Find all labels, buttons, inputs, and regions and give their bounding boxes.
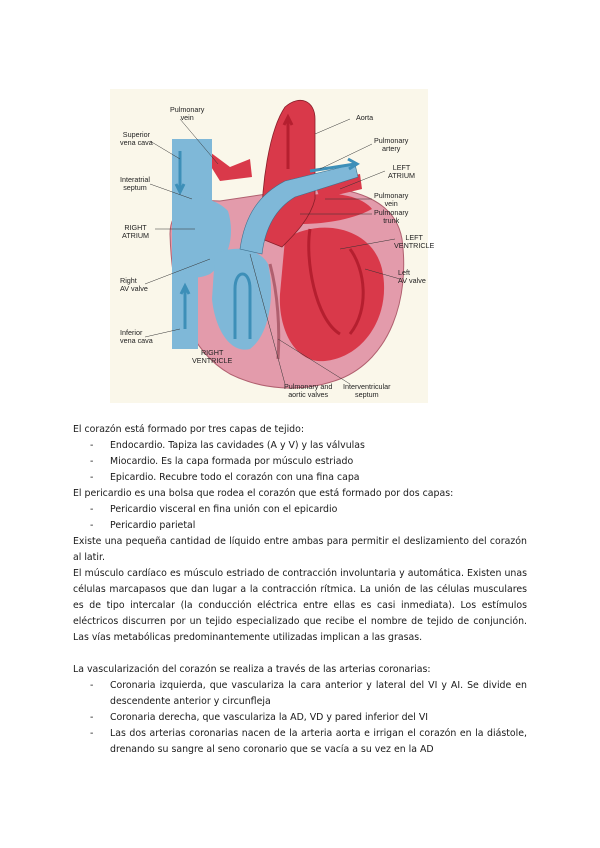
label-interventricular-septum: Interventricular septum — [343, 382, 391, 399]
heart-diagram — [110, 89, 435, 403]
list-dash: - — [90, 728, 94, 739]
list-item — [73, 726, 527, 758]
label-pulmonary-artery: Pulmonary artery — [374, 136, 409, 153]
label-left-av-valve: Left AV valve — [398, 268, 426, 285]
label-superior-vena-cava: Superior vena cava — [120, 130, 153, 147]
list-heart-layers — [73, 438, 527, 486]
label-interatrial-septum: Interatrial septum — [120, 175, 150, 192]
paragraph-layers-intro: El corazón está formado por tres capas de tejido: — [73, 424, 305, 435]
list-item-text: Miocardio. Es la capa formada por músculo estriado — [110, 456, 354, 467]
label-right-atrium: RIGHT ATRIUM — [122, 223, 150, 240]
paragraph-cardiac-muscle: El músculo cardíaco es músculo estriado de contracción involuntaria y automática. Existen unas células marcapasos que dan lugar a la contracción rítmica. La unión de las células musculares es de tipo intercalar (la conducción eléctrica entre ellas es casi inmediata). Los estímulos eléctricos discurren por un tejido especializado que recibe el nombre de tejido de conjunción. Las vías metabólicas predominantemente utilizadas implican a las grasas. — [73, 568, 527, 643]
list-coronaries — [73, 678, 527, 758]
list-dash: - — [90, 520, 94, 531]
list-dash: - — [90, 440, 94, 451]
list-dash: - — [90, 472, 94, 483]
list-item-text: Pericardio parietal — [110, 520, 196, 531]
label-right-av-valve: Right AV valve — [120, 276, 148, 293]
list-dash: - — [90, 712, 94, 723]
label-pulmonary-vein-left: Pulmonary vein — [170, 105, 205, 122]
list-item — [73, 438, 527, 454]
list-dash: - — [90, 456, 94, 467]
list-dash: - — [90, 680, 94, 691]
list-item — [73, 502, 527, 518]
list-item — [73, 710, 527, 726]
list-dash: - — [90, 504, 94, 515]
paragraph-coronaries-intro: La vascularización del corazón se realiza a través de las arterias coronarias: — [73, 664, 431, 675]
label-aorta: Aorta — [356, 113, 374, 122]
label-pulmonary-aortic-valves: Pulmonary and aortic valves — [284, 382, 333, 399]
label-left-atrium: LEFT ATRIUM — [388, 163, 416, 180]
label-inferior-vena-cava: Inferior vena cava — [120, 328, 153, 345]
list-item — [73, 454, 527, 470]
list-item-text: Las dos arterias coronarias nacen de la arteria aorta e irrigan el corazón en la diástole, drenando su sangre al seno coronario que se vacía a su vez en la AD — [110, 728, 527, 755]
list-item-text: Pericardio visceral en fina unión con el epicardio — [110, 504, 338, 515]
list-item-text: Coronaria derecha, que vasculariza la AD, VD y pared inferior del VI — [110, 712, 429, 723]
list-item — [73, 470, 527, 486]
list-item-text: Endocardio. Tapiza las cavidades (A y V) y las válvulas — [110, 440, 365, 451]
document-text — [73, 422, 527, 758]
list-item-text: Epicardio. Recubre todo el corazón con una fina capa — [110, 472, 360, 483]
label-right-ventricle: RIGHT VENTRICLE — [192, 348, 233, 365]
label-left-ventricle: LEFT VENTRICLE — [394, 233, 435, 250]
list-pericardium — [73, 502, 527, 534]
list-item — [73, 518, 527, 534]
list-item — [73, 678, 527, 710]
paragraph-fluid: Existe una pequeña cantidad de líquido entre ambas para permitir el deslizamiento del corazón al latir. — [73, 536, 527, 563]
label-pulmonary-trunk: Pulmonary trunk — [374, 208, 409, 225]
label-pulmonary-vein-right: Pulmonary vein — [374, 191, 409, 208]
list-item-text: Coronaria izquierda, que vasculariza la cara anterior y lateral del VI y AI. Se divide en descendente anterior y circunfleja — [110, 680, 527, 707]
paragraph-pericardium-intro: El pericardio es una bolsa que rodea el corazón que está formado por dos capas: — [73, 488, 454, 499]
